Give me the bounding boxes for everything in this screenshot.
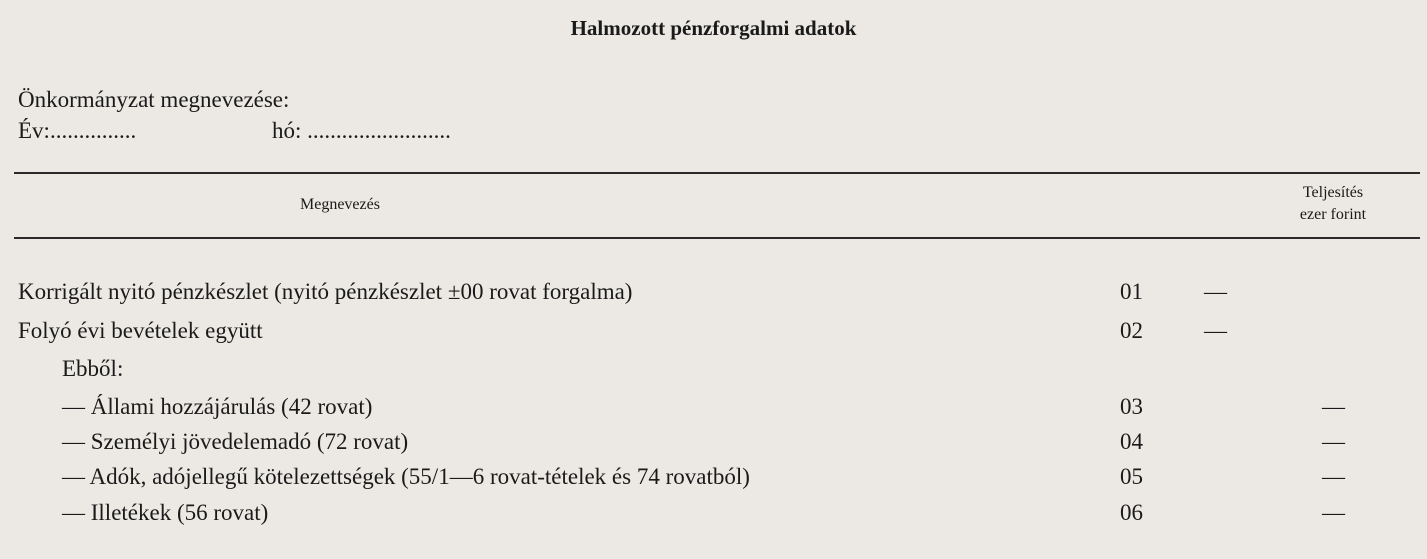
column-header-name: Megnevezés [300, 196, 380, 213]
subgroup-label: Ebből: [62, 356, 124, 381]
year-field: Év:............... [18, 118, 137, 143]
document-title: Halmozott pénzforgalmi adatok [570, 16, 857, 40]
column-header-performance-line1: Teljesítés [1302, 184, 1364, 201]
row-code: 04 [1120, 429, 1143, 454]
row-label: Korrigált nyitó pénzkészlet (nyitó pénzkészlet ±00 rovat forgalma) [18, 279, 633, 304]
row-label: — Illetékek (56 rovat) [62, 500, 269, 525]
row-value: — [1322, 500, 1345, 525]
column-header-performance [1283, 182, 1383, 226]
row-value: — [1322, 394, 1345, 419]
row-code: 01 [1120, 279, 1143, 304]
row-code: 05 [1120, 464, 1143, 489]
municipality-label: Önkormányzat megnevezése: [18, 87, 290, 112]
row-label: — Állami hozzájárulás (42 rovat) [62, 394, 373, 419]
row-code: 02 [1120, 318, 1143, 343]
header-top-rule [14, 172, 1420, 174]
row-code: 03 [1120, 394, 1143, 419]
month-field: hó: ......................... [272, 118, 451, 143]
header-bottom-rule [14, 237, 1420, 239]
row-value: — [1322, 429, 1345, 454]
column-header-performance-line2: ezer forint [1299, 206, 1367, 223]
row-label: — Személyi jövedelemadó (72 rovat) [62, 429, 409, 454]
row-value: — [1204, 279, 1227, 304]
row-code: 06 [1120, 500, 1143, 525]
row-label: — Adók, adójellegű kötelezettségek (55/1—6 rovat-tételek és 74 rovatból) [62, 464, 750, 489]
row-value: — [1322, 464, 1345, 489]
row-value: — [1204, 318, 1227, 343]
row-label: Folyó évi bevételek együtt [18, 318, 263, 343]
